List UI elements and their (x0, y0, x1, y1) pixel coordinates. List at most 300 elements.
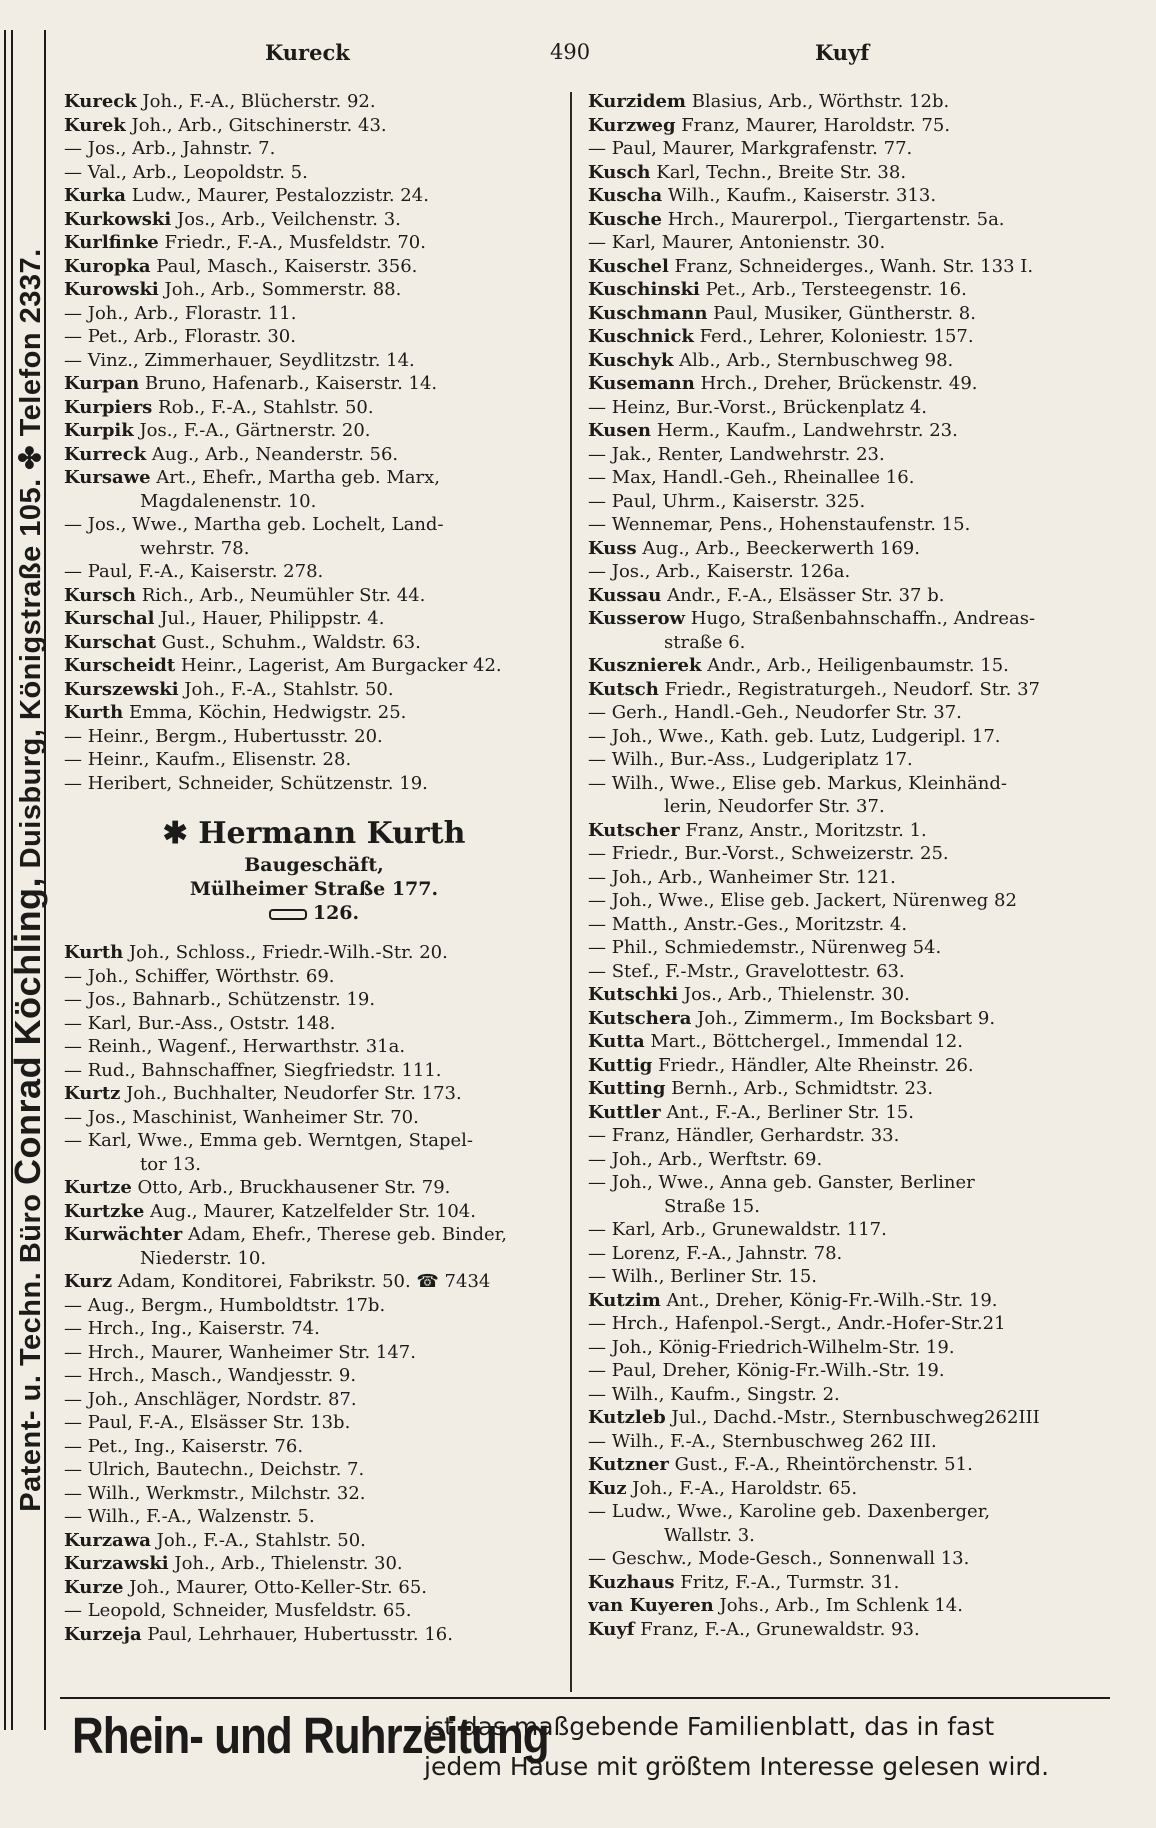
entry-surname: Kureck (64, 91, 137, 112)
directory-entry (64, 114, 564, 138)
directory-entry (588, 231, 1108, 255)
entry-details: — Aug., Bergm., Humboldtstr. 17b. (64, 1294, 386, 1316)
entry-details: Joh., Schloss., Friedr.-Wilh.-Str. 20. (123, 942, 448, 963)
directory-entry (64, 1364, 564, 1388)
left-entries-bottom (64, 941, 564, 1646)
directory-entry (588, 607, 1108, 631)
side-text-prefix: Patent- u. Techn. Büro (15, 1193, 47, 1512)
directory-entry (588, 842, 1108, 866)
entry-details: Hugo, Straßenbahnschaffn., Andreas- (685, 608, 1036, 629)
entry-surname: Kutta (588, 1031, 645, 1052)
footer-tagline-2: jedem Hause mit größtem Interesse gelesen wird. (424, 1752, 1050, 1781)
directory-entry (64, 1129, 564, 1153)
entry-surname: Kusserow (588, 608, 686, 629)
entry-details: Straße 15. (664, 1195, 760, 1217)
telephone-icon (269, 909, 307, 920)
directory-entry (588, 560, 1108, 584)
directory-entry (588, 795, 1108, 819)
directory-entry (588, 1453, 1108, 1477)
entry-details: — Lorenz, F.-A., Jahnstr. 78. (588, 1242, 843, 1264)
entry-details: Hrch., Dreher, Brückenstr. 49. (694, 373, 978, 394)
entry-details: — Hrch., Masch., Wandjesstr. 9. (64, 1365, 357, 1386)
entry-details: Joh., Arb., Gitschinerstr. 43. (125, 114, 387, 136)
entry-details: Jul., Hauer, Philippstr. 4. (154, 608, 385, 629)
directory-entry (64, 1294, 564, 1318)
entry-details: Pet., Arb., Tersteegenstr. 16. (699, 279, 967, 300)
entry-details: — Joh., Anschläger, Nordstr. 87. (64, 1388, 357, 1410)
entry-details: Joh., F.-A., Stahlstr. 50. (178, 678, 394, 700)
directory-entry (588, 1077, 1108, 1101)
entry-surname: Kurreck (64, 443, 147, 465)
header-right-keyword: Kuyf (815, 40, 870, 65)
entry-surname: Kutschera (588, 1007, 692, 1029)
entry-details: — Rud., Bahnschaffner, Siegfriedstr. 111. (64, 1059, 442, 1081)
directory-entry (588, 1430, 1108, 1454)
entry-surname: Kutschki (588, 984, 679, 1005)
entry-details: — Geschw., Mode-Gesch., Sonnenwall 13. (588, 1548, 970, 1569)
entry-surname: Kusche (588, 208, 662, 230)
directory-entry (588, 1359, 1108, 1383)
entry-surname: Kurwächter (64, 1224, 183, 1245)
entry-surname: Kutsch (588, 678, 659, 700)
entry-details: Friedr., F.-A., Musfeldstr. 70. (158, 232, 426, 253)
directory-entry (64, 678, 564, 702)
entry-details: Franz, Schneiderges., Wanh. Str. 133 I. (668, 255, 1034, 277)
entry-details: — Wilh., Werkmstr., Milchstr. 32. (64, 1482, 366, 1504)
entry-surname: Kurth (64, 942, 124, 963)
entry-details: — Val., Arb., Leopoldstr. 5. (64, 161, 308, 183)
entry-details: — Wilh., Bur.-Ass., Ludgeriplatz 17. (588, 749, 913, 770)
entry-details: Friedr., Händler, Alte Rheinstr. 26. (652, 1054, 974, 1076)
entry-surname: Kursawe (64, 467, 151, 488)
directory-entry (64, 1411, 564, 1435)
entry-surname: Kutscher (588, 819, 680, 841)
entry-details: — Pet., Arb., Florastr. 30. (64, 326, 296, 347)
directory-entry (588, 349, 1108, 373)
entry-surname: Kuttler (588, 1101, 661, 1123)
directory-entry (588, 396, 1108, 420)
directory-entry (588, 701, 1108, 725)
entry-details: — Karl, Arb., Grunewaldstr. 117. (588, 1219, 887, 1240)
entry-details: tor 13. (140, 1153, 202, 1175)
directory-entry (64, 419, 564, 443)
entry-details: Franz, Anstr., Moritzstr. 1. (679, 819, 927, 841)
directory-entry (588, 372, 1108, 396)
directory-entry (588, 255, 1108, 279)
directory-entry (588, 1477, 1108, 1501)
entry-details: — Hrch., Maurer, Wanheimer Str. 147. (64, 1341, 416, 1363)
directory-entry (588, 1289, 1108, 1313)
directory-entry (64, 1458, 564, 1482)
directory-entry (588, 278, 1108, 302)
directory-entry (64, 255, 564, 279)
footer-rule (60, 1697, 1110, 1699)
directory-entry (588, 1594, 1108, 1618)
directory-entry (588, 1547, 1108, 1571)
entry-details: Joh., F.-A., Stahlstr. 50. (150, 1529, 366, 1551)
entry-surname: Kurzweg (588, 114, 676, 136)
directory-entry (64, 161, 564, 185)
entry-details: Ludw., Maurer, Pestalozzistr. 24. (125, 185, 429, 206)
directory-entry (588, 1265, 1108, 1289)
entry-details: — Joh., König-Friedrich-Wilhelm-Str. 19. (588, 1336, 955, 1358)
side-text-name: Conrad Köchling, (7, 876, 48, 1185)
entry-surname: Kutzner (588, 1454, 669, 1475)
directory-entry (588, 866, 1108, 890)
directory-entry (64, 90, 564, 114)
directory-entry (64, 513, 564, 537)
ad-business-type: Baugeschäft, (244, 854, 384, 876)
entry-surname: Kuschnick (588, 326, 694, 347)
entry-details: — Leopold, Schneider, Musfeldstr. 65. (64, 1600, 412, 1621)
directory-entry (64, 560, 564, 584)
entry-surname: Kurka (64, 185, 126, 206)
directory-entry (588, 1336, 1108, 1360)
entry-surname: Kuyf (588, 1618, 635, 1640)
directory-entry (64, 1223, 564, 1247)
entry-surname: van Kuyeren (588, 1595, 714, 1616)
entry-surname: Kutting (588, 1078, 666, 1099)
running-header (60, 40, 1110, 80)
entry-details: Fritz, F.-A., Turmstr. 31. (674, 1571, 900, 1593)
entry-details: — Vinz., Zimmerhauer, Seydlitzstr. 14. (64, 349, 415, 371)
entry-details: Joh., Arb., Thielenstr. 30. (168, 1553, 403, 1574)
entry-details: Mart., Böttchergel., Immendal 12. (644, 1031, 963, 1052)
entry-surname: Kuttig (588, 1054, 653, 1076)
directory-entry (588, 1054, 1108, 1078)
entry-details: — Ludw., Wwe., Karoline geb. Daxenberger, (588, 1501, 991, 1522)
entry-details: — Paul, F.-A., Elsässer Str. 13b. (64, 1412, 351, 1433)
entry-surname: Kuschinski (588, 279, 700, 300)
entry-surname: Kuschel (588, 255, 669, 277)
right-column (588, 90, 1108, 1641)
directory-entry (588, 960, 1108, 984)
directory-entry (588, 443, 1108, 467)
entry-details: Jul., Dachd.-Mstr., Sternbuschweg262III (665, 1407, 1040, 1428)
entry-surname: Kuzhaus (588, 1571, 675, 1593)
directory-entry (64, 1623, 564, 1647)
entry-details: Art., Ehefr., Martha geb. Marx, (150, 467, 440, 488)
entry-surname: Kusen (588, 420, 652, 441)
entry-details: Jos., Arb., Veilchenstr. 3. (171, 208, 401, 230)
entry-details: Franz, F.-A., Grunewaldstr. 93. (634, 1618, 920, 1640)
entry-details: — Karl, Bur.-Ass., Oststr. 148. (64, 1012, 336, 1034)
entry-details: Adam, Konditorei, Fabrikstr. 50. ☎ 7434 (112, 1271, 491, 1292)
directory-entry (64, 1082, 564, 1106)
directory-entry (64, 1106, 564, 1130)
directory-entry (64, 941, 564, 965)
directory-entry (64, 466, 564, 490)
directory-entry (64, 1552, 564, 1576)
entry-details: Adam, Ehefr., Therese geb. Binder, (182, 1224, 507, 1245)
directory-entry (64, 725, 564, 749)
entry-details: lerin, Neudorfer Str. 37. (664, 796, 885, 817)
entry-details: — Matth., Anstr.-Ges., Moritzstr. 4. (588, 913, 908, 935)
directory-entry (64, 988, 564, 1012)
entry-surname: Kurschal (64, 608, 155, 629)
directory-entry (588, 184, 1108, 208)
left-column (64, 90, 564, 1646)
header-left-keyword: Kureck (265, 40, 350, 65)
entry-details: Rich., Arb., Neumühler Str. 44. (136, 584, 426, 606)
entry-details: Herm., Kaufm., Landwehrstr. 23. (651, 420, 958, 441)
entry-details: — Hrch., Hafenpol.-Sergt., Andr.-Hofer-Str.21 (588, 1313, 1006, 1334)
directory-entry (588, 1030, 1108, 1054)
entry-details: — Phil., Schmiedemstr., Nürenweg 54. (588, 937, 942, 958)
directory-entry (64, 184, 564, 208)
entry-surname: Kurtzke (64, 1200, 145, 1222)
directory-entry (64, 1388, 564, 1412)
entry-surname: Kuss (588, 537, 637, 559)
directory-entry (588, 983, 1108, 1007)
entry-details: — Heinz, Bur.-Vorst., Brückenplatz 4. (588, 396, 927, 418)
directory-entry (64, 1505, 564, 1529)
side-advertisement-band (0, 30, 56, 1730)
directory-entry (64, 1035, 564, 1059)
entry-details: Aug., Maurer, Katzelfelder Str. 104. (144, 1200, 476, 1222)
entry-details: Joh., F.-A., Haroldstr. 65. (626, 1477, 858, 1499)
directory-entry (64, 1341, 564, 1365)
entry-surname: Kurzawa (64, 1529, 151, 1551)
entry-details: — Heinr., Kaufm., Elisenstr. 28. (64, 749, 352, 770)
entry-details: — Franz, Händler, Gerhardstr. 33. (588, 1125, 900, 1146)
entry-details: — Friedr., Bur.-Vorst., Schweizerstr. 25. (588, 843, 949, 864)
entry-details: — Hrch., Ing., Kaiserstr. 74. (64, 1318, 320, 1339)
entry-surname: Kuropka (64, 255, 151, 277)
entry-details: — Gerh., Handl.-Geh., Neudorfer Str. 37. (588, 702, 962, 723)
directory-entry (64, 1482, 564, 1506)
entry-details: — Wilh., Wwe., Elise geb. Markus, Kleinhänd- (588, 772, 1007, 794)
entry-details: wehrstr. 78. (140, 537, 250, 559)
directory-entry (588, 302, 1108, 326)
entry-surname: Kuschyk (588, 349, 674, 371)
entry-surname: Kurpik (64, 420, 134, 441)
side-text-suffix: Duisburg, Königstraße 105. ✤ Telefon 2337. (15, 248, 47, 869)
ad-business-name: ✱ Hermann Kurth (162, 816, 466, 851)
ad-phone-number: 126. (312, 902, 360, 924)
directory-entry (588, 1500, 1108, 1524)
entry-details: — Jos., Wwe., Martha geb. Lochelt, Land- (64, 514, 444, 535)
directory-entry (588, 325, 1108, 349)
entry-details: Andr., Arb., Heiligenbaumstr. 15. (701, 655, 1009, 676)
directory-entry (64, 490, 564, 514)
directory-entry (588, 490, 1108, 514)
entry-details: — Pet., Ing., Kaiserstr. 76. (64, 1435, 304, 1457)
directory-entry (64, 701, 564, 725)
directory-entry (588, 466, 1108, 490)
directory-entry (588, 1406, 1108, 1430)
entry-details: — Joh., Wwe., Kath. geb. Lutz, Ludgeripl. 17. (588, 725, 1001, 747)
entry-details: Hrch., Maurerpol., Tiergartenstr. 5a. (661, 208, 1005, 230)
side-rule (4, 30, 6, 1730)
directory-entry (588, 1312, 1108, 1336)
directory-entry (588, 1007, 1108, 1031)
directory-entry (64, 278, 564, 302)
entry-details: — Jos., Bahnarb., Schützenstr. 19. (64, 989, 376, 1010)
entry-details: — Paul, Dreher, König-Fr.-Wilh.-Str. 19. (588, 1360, 945, 1381)
entry-details: Aug., Arb., Neanderstr. 56. (146, 443, 399, 465)
directory-entry (588, 631, 1108, 655)
directory-entry (64, 443, 564, 467)
directory-entry (64, 772, 564, 796)
entry-details: Joh., Buchhalter, Neudorfer Str. 173. (120, 1083, 462, 1104)
directory-entry (588, 208, 1108, 232)
directory-entry (588, 161, 1108, 185)
business-advertisement (64, 815, 564, 925)
entry-details: — Wennemar, Pens., Hohenstaufenstr. 15. (588, 514, 971, 535)
directory-entry (588, 1242, 1108, 1266)
entry-details: — Joh., Arb., Wanheimer Str. 121. (588, 866, 896, 888)
entry-surname: Kurpan (64, 373, 140, 394)
entry-surname: Kusemann (588, 373, 695, 394)
entry-details: Jos., F.-A., Gärtnerstr. 20. (133, 420, 371, 441)
entry-details: Franz, Maurer, Haroldstr. 75. (675, 114, 951, 136)
entry-details: — Joh., Arb., Werftstr. 69. (588, 1148, 823, 1170)
directory-entry (64, 1529, 564, 1553)
left-entries-top (64, 90, 564, 795)
directory-entry (64, 1176, 564, 1200)
entry-surname: Kurzeja (64, 1623, 142, 1645)
entry-details: — Heinr., Bergm., Hubertusstr. 20. (64, 725, 383, 747)
directory-entry (588, 513, 1108, 537)
entry-details: — Wilh., Kaufm., Singstr. 2. (588, 1383, 840, 1405)
directory-entry (588, 137, 1108, 161)
entry-details: Karl, Techn., Breite Str. 38. (650, 161, 907, 183)
directory-entry (64, 631, 564, 655)
entry-surname: Kutzim (588, 1289, 661, 1311)
entry-surname: Kusch (588, 161, 651, 183)
directory-entry (588, 913, 1108, 937)
entry-details: — Jos., Arb., Kaiserstr. 126a. (588, 561, 851, 582)
directory-entry (64, 137, 564, 161)
entry-details: — Jos., Arb., Jahnstr. 7. (64, 138, 276, 159)
entry-details: Emma, Köchin, Hedwigstr. 25. (123, 702, 407, 723)
entry-details: straße 6. (664, 631, 746, 653)
entry-details: Wallstr. 3. (664, 1524, 755, 1546)
entry-details: — Wilh., F.-A., Sternbuschweg 262 III. (588, 1430, 937, 1452)
entry-details: — Karl, Wwe., Emma geb. Werntgen, Stapel- (64, 1130, 473, 1151)
entry-surname: Kutzleb (588, 1407, 666, 1428)
directory-entry (64, 1270, 564, 1294)
entry-surname: Kurth (64, 702, 124, 723)
directory-entry (64, 372, 564, 396)
directory-entry (588, 114, 1108, 138)
directory-entry (588, 725, 1108, 749)
entry-details: — Joh., Wwe., Anna geb. Ganster, Berliner (588, 1172, 975, 1193)
entry-details: Blasius, Arb., Wörthstr. 12b. (685, 91, 950, 112)
entry-details: — Jak., Renter, Landwehrstr. 23. (588, 443, 885, 465)
directory-entry (588, 1124, 1108, 1148)
directory-entry (588, 1171, 1108, 1195)
directory-entry (64, 1200, 564, 1224)
right-entries (588, 90, 1108, 1641)
entry-details: Joh., F.-A., Blücherstr. 92. (136, 91, 376, 112)
newspaper-name: Rhein- und Ruhrzeitung (72, 1708, 549, 1765)
entry-details: — Ulrich, Bautechn., Deichstr. 7. (64, 1459, 365, 1480)
directory-entry (588, 1101, 1108, 1125)
footer-tagline-1: ist das maßgebende Familienblatt, das in fast (424, 1712, 995, 1741)
directory-entry (588, 889, 1108, 913)
directory-entry (588, 584, 1108, 608)
entry-details: Bernh., Arb., Schmidtstr. 23. (665, 1078, 934, 1099)
directory-entry (64, 396, 564, 420)
directory-entry (588, 1148, 1108, 1172)
entry-details: Ant., Dreher, König-Fr.-Wilh.-Str. 19. (660, 1289, 998, 1311)
entry-details: Joh., Maurer, Otto-Keller-Str. 65. (123, 1576, 427, 1598)
directory-entry (64, 607, 564, 631)
ad-address: Mülheimer Straße 177. (189, 878, 439, 900)
entry-surname: Kusznierek (588, 655, 702, 676)
directory-entry (64, 1153, 564, 1177)
directory-entry (588, 654, 1108, 678)
entry-details: Heinr., Lagerist, Am Burgacker 42. (175, 655, 502, 676)
directory-entry (64, 748, 564, 772)
entry-details: Otto, Arb., Bruckhausener Str. 79. (131, 1177, 451, 1198)
directory-entry (588, 1618, 1108, 1642)
entry-details: Gust., F.-A., Rheintörchenstr. 51. (668, 1454, 973, 1475)
entry-surname: Kurek (64, 114, 126, 136)
entry-surname: Kurtz (64, 1083, 121, 1104)
directory-entry (588, 772, 1108, 796)
directory-entry (588, 748, 1108, 772)
entry-surname: Kurkowski (64, 208, 172, 230)
entry-surname: Kurszewski (64, 678, 179, 700)
entry-details: — Joh., Wwe., Elise geb. Jackert, Nürenweg 82 (588, 890, 1017, 911)
entry-details: Rob., F.-A., Stahlstr. 50. (152, 396, 374, 418)
directory-entry (64, 208, 564, 232)
entry-surname: Kurtze (64, 1177, 132, 1198)
side-advertisement-text (7, 248, 49, 1511)
entry-details: — Joh., Arb., Florastr. 11. (64, 302, 297, 324)
entry-surname: Kurzidem (588, 91, 686, 112)
entry-details: — Paul, F.-A., Kaiserstr. 278. (64, 561, 324, 582)
entry-details: — Paul, Uhrm., Kaiserstr. 325. (588, 490, 866, 512)
entry-details: Joh., Arb., Sommerstr. 88. (158, 279, 402, 300)
entry-details: Andr., F.-A., Elsässer Str. 37 b. (661, 584, 945, 606)
entry-surname: Kurpiers (64, 396, 153, 418)
entry-details: Johs., Arb., Im Schlenk 14. (713, 1595, 963, 1616)
directory-entry (588, 678, 1108, 702)
entry-surname: Kuscha (588, 185, 663, 206)
directory-entry (588, 1218, 1108, 1242)
entry-details: — Paul, Maurer, Markgrafenstr. 77. (588, 138, 913, 159)
entry-surname: Kurzawski (64, 1553, 169, 1574)
entry-details: Niederstr. 10. (140, 1247, 267, 1269)
directory-entry (64, 302, 564, 326)
directory-entry (588, 1383, 1108, 1407)
entry-surname: Kuschmann (588, 302, 708, 324)
column-divider (570, 92, 572, 1692)
directory-entry (588, 1195, 1108, 1219)
entry-surname: Kursch (64, 584, 136, 606)
entry-surname: Kurze (64, 1576, 124, 1598)
entry-details: — Max, Handl.-Geh., Rheinallee 16. (588, 467, 915, 488)
ad-phone (64, 901, 564, 925)
directory-entry (588, 90, 1108, 114)
directory-entry (588, 936, 1108, 960)
entry-surname: Kurowski (64, 279, 159, 300)
entry-details: — Jos., Maschinist, Wanheimer Str. 70. (64, 1106, 419, 1128)
entry-details: Friedr., Registraturgeh., Neudorf. Str. 37 (658, 678, 1040, 700)
entry-details: Gust., Schuhm., Waldstr. 63. (155, 631, 421, 653)
footer-advertisement (64, 1700, 1114, 1810)
entry-details: Aug., Arb., Beeckerwerth 169. (636, 537, 920, 559)
directory-entry (64, 1012, 564, 1036)
page-number: 490 (550, 40, 591, 64)
entry-surname: Kurschat (64, 631, 156, 653)
entry-details: Jos., Arb., Thielenstr. 30. (678, 984, 910, 1005)
entry-details: — Heribert, Schneider, Schützenstr. 19. (64, 772, 428, 794)
